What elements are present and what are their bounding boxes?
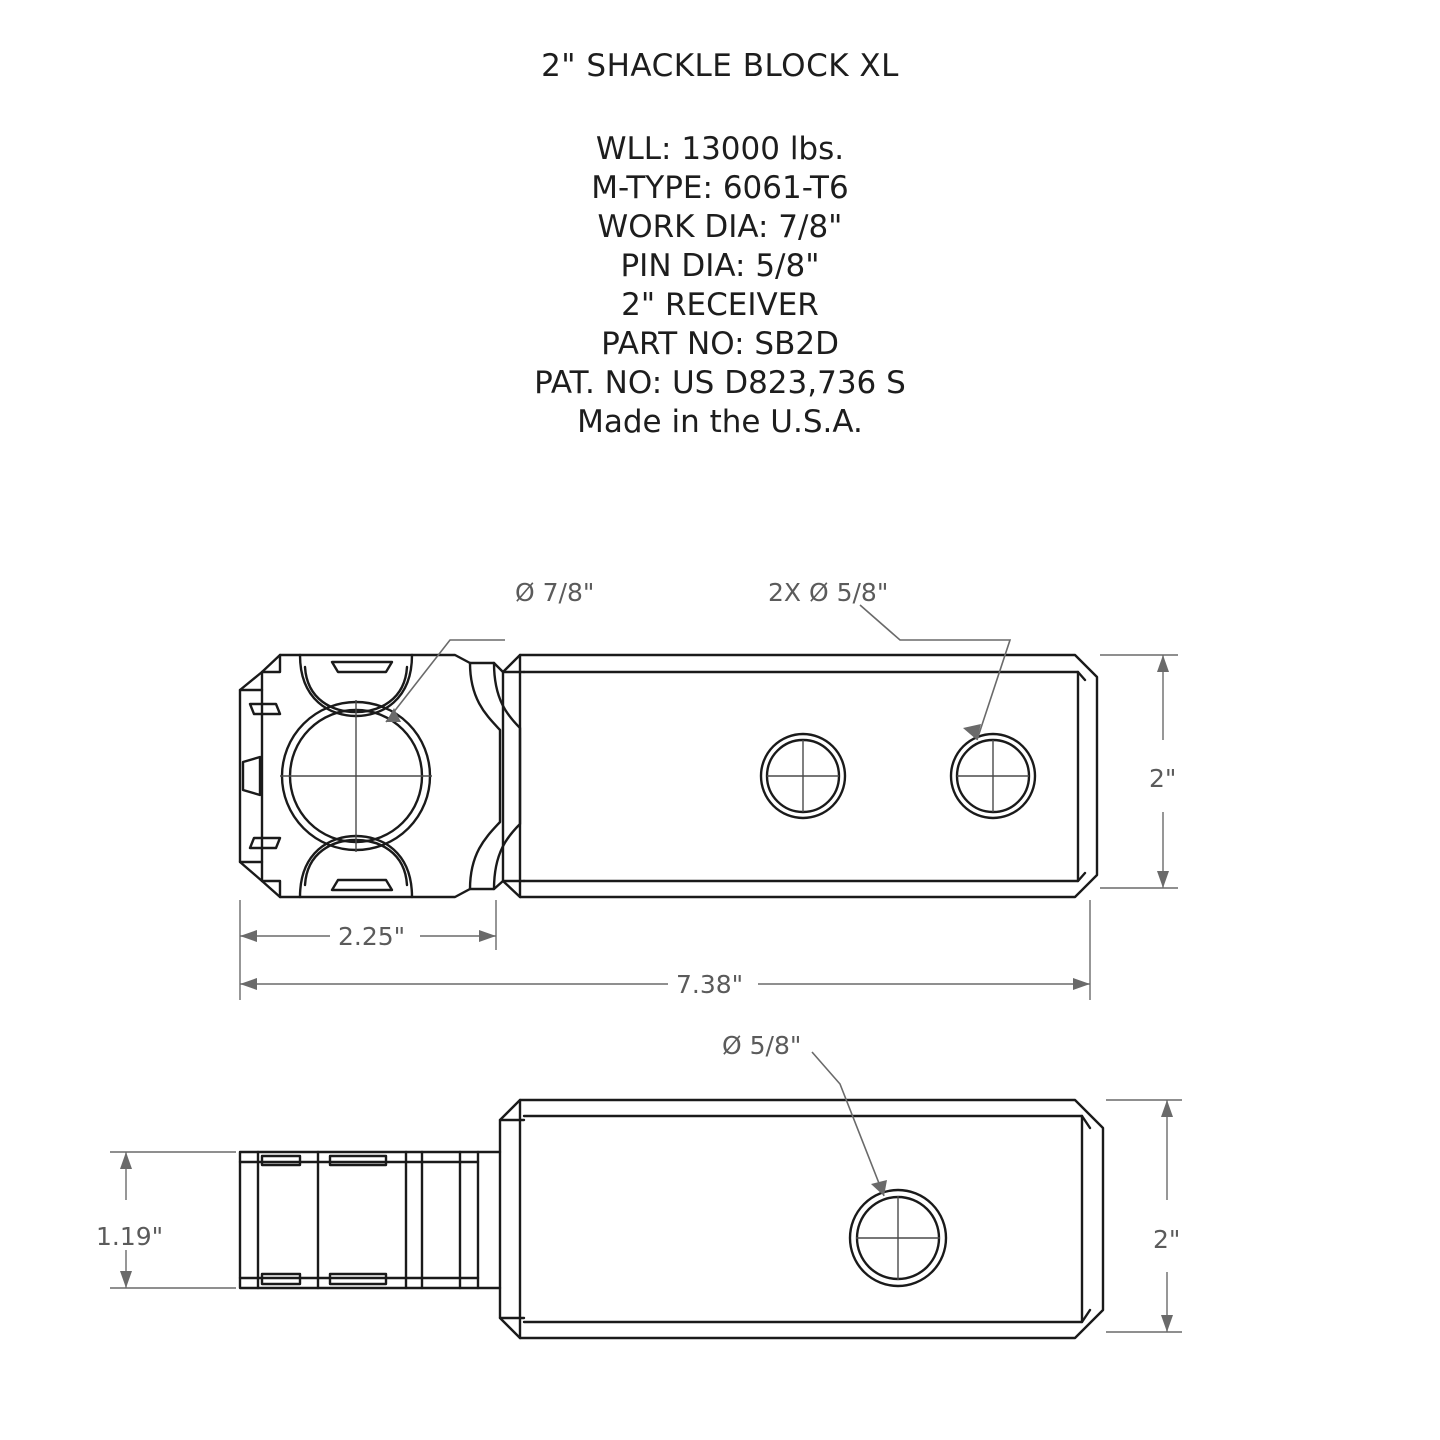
side-bar-bottom-chamfer: [524, 1310, 1090, 1322]
side-view-leaders: [812, 1052, 887, 1196]
spec-line-made-in: Made in the U.S.A.: [577, 404, 863, 440]
spec-line-work-dia: WORK DIA: 7/8": [597, 209, 843, 245]
side-neck-face: [500, 1100, 520, 1338]
spec-line-wll: WLL: 13000 lbs.: [595, 131, 845, 167]
head-right-relief: [470, 663, 500, 889]
callout-pin-holes: 2X Ø 5/8": [768, 578, 889, 607]
callout-work-hole: Ø 7/8": [515, 578, 595, 607]
page-title: 2" SHACKLE BLOCK XL: [541, 48, 899, 84]
callout-side-pin-hole: Ø 5/8": [722, 1031, 802, 1060]
side-bar-top-chamfer: [524, 1116, 1090, 1128]
head-right-relief-inner: [494, 663, 520, 889]
spec-line-receiver: 2" RECEIVER: [621, 287, 819, 323]
pocket-top: [332, 662, 392, 672]
top-view-center-marks: [280, 700, 1029, 852]
side-view: [240, 1100, 1103, 1338]
side-slot-top-2: [330, 1156, 386, 1165]
dim-side-height-label: 2": [1153, 1225, 1181, 1254]
bar-left-face: [503, 655, 520, 897]
spec-line-mtype: M-TYPE: 6061-T6: [591, 170, 849, 206]
spec-line-patent-no: PAT. NO: US D823,736 S: [534, 365, 906, 401]
dim-shackle-thickness-label: 1.19": [96, 1222, 164, 1251]
side-head-body: [240, 1152, 478, 1288]
pocket-bottom: [332, 880, 392, 890]
dim-side-height: [1106, 1100, 1182, 1332]
side-bar-body: [520, 1100, 1103, 1338]
pocket-left-bottom: [250, 838, 280, 848]
bar-top-chamfer: [524, 672, 1085, 680]
pocket-left-top: [250, 704, 280, 714]
dim-top-height-label: 2": [1149, 764, 1177, 793]
dim-overall-length-label: 7.38": [676, 970, 744, 999]
side-slot-top-1: [262, 1156, 300, 1165]
pocket-left-middle: [243, 757, 260, 795]
spec-line-pin-dia: PIN DIA: 5/8": [620, 248, 820, 284]
leader-side-pin-hole: [812, 1052, 884, 1196]
side-head-step: [478, 1152, 500, 1288]
spec-line-part-no: PART NO: SB2D: [601, 326, 839, 362]
dim-shackle-thickness: [110, 1152, 236, 1288]
dim-head-length-label: 2.25": [338, 922, 406, 951]
bar-bottom-chamfer: [524, 873, 1085, 881]
